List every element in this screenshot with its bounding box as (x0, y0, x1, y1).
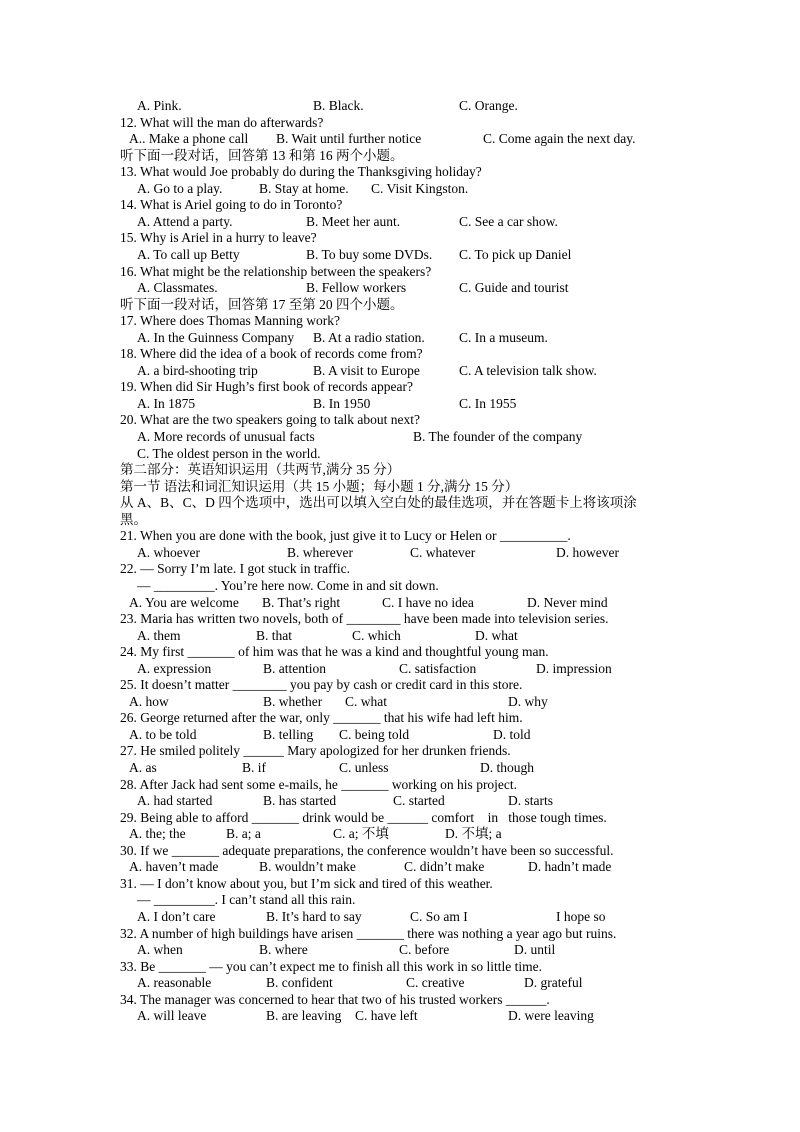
section-2-part-1-heading-seg-0: 第一节 语法和词汇知识运用（共 15 小题；每小题 1 分,满分 15 分） (120, 478, 519, 494)
options-q31-seg-3: I hope so (556, 908, 606, 924)
options-q17 (0, 329, 800, 346)
question-21 (0, 527, 800, 544)
question-28 (0, 776, 800, 793)
question-32-seg-0: 32. A number of high buildings have arisen _______ there was nothing a year ago but ruins. (120, 925, 617, 941)
options-q12-seg-1: B. Wait until further notice (276, 131, 422, 147)
options-q15-seg-0: A. To call up Betty (137, 246, 240, 262)
options-q34-seg-0: A. will leave (137, 1008, 207, 1024)
options-q19-seg-2: C. In 1955 (459, 395, 517, 411)
question-22-seg-0: 22. — Sorry I’m late. I got stuck in traffic. (120, 561, 350, 577)
question-31 (0, 875, 800, 892)
options-q25-seg-2: C. what (345, 693, 387, 709)
options-q34-seg-1: B. are leaving (266, 1008, 342, 1024)
question-25 (0, 676, 800, 693)
options-q20-row1 (0, 428, 800, 445)
options-q19 (0, 395, 800, 412)
question-23-seg-0: 23. Maria has written two novels, both of ________ have been made into television series. (120, 611, 609, 627)
listening-instruction-1 (0, 147, 800, 164)
options-q26-seg-0: A. to be told (129, 726, 197, 742)
options-q26-seg-3: D. told (493, 726, 531, 742)
options-q14 (0, 213, 800, 230)
options-q18-seg-1: B. A visit to Europe (313, 362, 420, 378)
question-33 (0, 958, 800, 975)
options-q16-seg-0: A. Classmates. (137, 280, 218, 296)
options-q22-seg-1: B. That’s right (262, 594, 341, 610)
options-q20-row1-seg-0: A. More records of unusual facts (137, 429, 315, 444)
options-q15-seg-1: B. To buy some DVDs. (306, 246, 433, 262)
options-q20-row1-seg-1: B. The founder of the company (413, 429, 583, 444)
question-15 (0, 229, 800, 246)
options-q32-seg-2: C. before (399, 942, 450, 958)
options-q24-seg-3: D. impression (536, 660, 612, 676)
options-q23 (0, 627, 800, 644)
options-q16-seg-2: C. Guide and tourist (459, 280, 569, 296)
options-q21-seg-1: B. wherever (287, 544, 353, 560)
options-q29-seg-3: D. 不填; a (445, 826, 502, 842)
options-q20-row2-seg-0: C. The oldest person in the world. (137, 445, 321, 461)
question-22-reply-seg-0: — _________. You’re here now. Come in and sit down. (137, 577, 439, 593)
instruction-line-1-seg-0: 从 A、B、C、D 四个选项中，选出可以填入空白处的最佳选项，并在答题卡上将该项涂 (120, 495, 637, 511)
question-31-reply (0, 891, 800, 908)
question-13 (0, 163, 800, 180)
options-q28-seg-3: D. starts (508, 793, 553, 809)
options-q15-seg-2: C. To pick up Daniel (459, 246, 572, 262)
options-q13-seg-1: B. Stay at home. (259, 180, 349, 196)
question-29-seg-0: 29. Being able to afford _______ drink would be ______ comfort in those tough times. (120, 809, 607, 825)
options-q33-seg-2: C. creative (406, 975, 465, 991)
options-q30-seg-1: B. wouldn’t make (259, 859, 356, 875)
question-25-seg-0: 25. It doesn’t matter ________ you pay by cash or credit card in this store. (120, 677, 523, 693)
options-q26-seg-1: B. telling (263, 726, 314, 742)
options-q13-seg-0: A. Go to a play. (137, 180, 223, 196)
question-15-seg-0: 15. Why is Ariel in a hurry to leave? (120, 230, 317, 246)
options-q27-seg-0: A. as (129, 760, 157, 775)
options-q22-seg-2: C. I have no idea (382, 594, 474, 610)
question-22 (0, 560, 800, 577)
question-28-seg-0: 28. After Jack had sent some e-mails, he _______ working on his project. (120, 776, 518, 792)
section-2-heading (0, 461, 800, 478)
options-q16-seg-1: B. Fellow workers (306, 280, 407, 296)
question-24-seg-0: 24. My first _______ of him was that he was a kind and thoughtful young man. (120, 644, 549, 660)
options-q31-seg-2: C. So am I (410, 908, 468, 924)
question-23 (0, 610, 800, 627)
section-2-heading-seg-0: 第二部分：英语知识运用（共两节,满分 35 分） (120, 462, 401, 478)
question-12 (0, 114, 800, 131)
options-q32-seg-3: D. until (514, 942, 556, 958)
options-q30-seg-3: D. hadn’t made (528, 859, 612, 875)
question-21-seg-0: 21. When you are done with the book, just give it to Lucy or Helen or __________. (120, 528, 571, 544)
options-q12-seg-2: C. Come again the next day. (483, 131, 636, 147)
question-14 (0, 196, 800, 213)
question-14-seg-0: 14. What is Ariel going to do in Toronto? (120, 197, 343, 213)
question-34-seg-0: 34. The manager was concerned to hear that two of his trusted workers ______. (120, 991, 550, 1007)
options-q27 (0, 759, 800, 776)
options-q33-seg-3: D. grateful (524, 975, 583, 991)
options-q24-seg-1: B. attention (263, 660, 326, 676)
options-q14-seg-1: B. Meet her aunt. (306, 213, 401, 229)
options-q23-seg-3: D. what (475, 627, 518, 643)
options-q17-seg-2: C. In a museum. (459, 329, 548, 345)
question-34 (0, 991, 800, 1008)
question-13-seg-0: 13. What would Joe probably do during the Thanksgiving holiday? (120, 164, 482, 180)
options-q14-seg-2: C. See a car show. (459, 213, 558, 229)
instruction-line-1 (0, 494, 800, 511)
options-q11-seg-1: B. Black. (313, 98, 364, 113)
instruction-line-2 (0, 511, 800, 528)
options-q27-seg-3: D. though (480, 760, 534, 775)
instruction-line-2-seg-0: 黑。 (120, 511, 147, 527)
question-27 (0, 742, 800, 759)
options-q11-seg-2: C. Orange. (459, 98, 518, 113)
options-q33-seg-1: B. confident (266, 975, 333, 991)
options-q21-seg-0: A. whoever (137, 544, 200, 560)
question-30-seg-0: 30. If we _______ adequate preparations, the conference wouldn’t have been so successful. (120, 842, 614, 858)
question-18 (0, 345, 800, 362)
listening-instruction-2-seg-0: 听下面一段对话，回答第 17 至第 20 四个小题。 (120, 296, 404, 312)
options-q13 (0, 180, 800, 197)
options-q32-seg-1: B. where (259, 942, 308, 958)
options-q28 (0, 792, 800, 809)
question-33-seg-0: 33. Be _______ — you can’t expect me to finish all this work in so little time. (120, 958, 542, 974)
options-q15 (0, 246, 800, 263)
options-q11-seg-0: A. Pink. (137, 98, 182, 113)
options-q23-seg-1: B. that (256, 627, 292, 643)
question-17 (0, 312, 800, 329)
options-q25-seg-1: B. whether (263, 693, 323, 709)
options-q25-seg-3: D. why (508, 693, 548, 709)
options-q30-seg-2: C. didn’t make (404, 859, 485, 875)
options-q14-seg-0: A. Attend a party. (137, 213, 233, 229)
options-q28-seg-0: A. had started (137, 793, 213, 809)
options-q25 (0, 693, 800, 710)
options-q24-seg-2: C. satisfaction (399, 660, 477, 676)
question-18-seg-0: 18. Where did the idea of a book of records come from? (120, 346, 423, 362)
question-20 (0, 411, 800, 428)
question-27-seg-0: 27. He smiled politely ______ Mary apologized for her drunken friends. (120, 743, 511, 759)
options-q32-seg-0: A. when (137, 942, 183, 958)
options-q27-seg-1: B. if (242, 760, 267, 775)
question-16-seg-0: 16. What might be the relationship between the speakers? (120, 263, 432, 279)
question-12-seg-0: 12. What will the man do afterwards? (120, 114, 324, 130)
options-q12 (0, 130, 800, 147)
options-q25-seg-0: A. how (129, 693, 169, 709)
question-22-reply (0, 577, 800, 594)
options-q34-seg-2: C. have left (355, 1008, 418, 1024)
question-31-reply-seg-0: — _________. I can’t stand all this rain. (137, 892, 356, 908)
options-q21-seg-2: C. whatever (410, 544, 476, 560)
options-q18-seg-2: C. A television talk show. (459, 362, 597, 378)
options-q20-row2 (0, 445, 800, 462)
options-q29 (0, 825, 800, 842)
question-26-seg-0: 26. George returned after the war, only _______ that his wife had left him. (120, 710, 523, 726)
options-q19-seg-0: A. In 1875 (137, 395, 196, 411)
question-29 (0, 809, 800, 826)
options-q24 (0, 660, 800, 677)
options-q30 (0, 858, 800, 875)
options-q17-seg-0: A. In the Guinness Company (137, 329, 295, 345)
listening-instruction-2 (0, 296, 800, 313)
question-26 (0, 709, 800, 726)
options-q33 (0, 974, 800, 991)
options-q24-seg-0: A. expression (137, 660, 212, 676)
options-q17-seg-1: B. At a radio station. (313, 329, 425, 345)
options-q21-seg-3: D. however (556, 544, 619, 560)
options-q29-seg-2: C. a; 不填 (333, 826, 389, 842)
question-24 (0, 643, 800, 660)
options-q18 (0, 362, 800, 379)
options-q27-seg-2: C. unless (339, 760, 389, 775)
options-q19-seg-1: B. In 1950 (313, 395, 371, 411)
options-q26-seg-2: C. being told (339, 726, 410, 742)
question-31-seg-0: 31. — I don’t know about you, but I’m sick and tired of this weather. (120, 875, 493, 891)
options-q28-seg-1: B. has started (263, 793, 337, 809)
options-q22 (0, 594, 800, 611)
options-q18-seg-0: A. a bird-shooting trip (137, 362, 258, 378)
options-q21 (0, 544, 800, 561)
options-q30-seg-0: A. haven’t made (129, 859, 219, 875)
options-q32 (0, 941, 800, 958)
options-q33-seg-0: A. reasonable (137, 975, 212, 991)
options-q23-seg-0: A. them (137, 627, 181, 643)
listening-instruction-1-seg-0: 听下面一段对话，回答第 13 和第 16 两个小题。 (120, 147, 404, 163)
options-q28-seg-2: C. started (393, 793, 445, 809)
question-30 (0, 842, 800, 859)
options-q31-seg-0: A. I don’t care (137, 908, 216, 924)
options-q34 (0, 1007, 800, 1024)
options-q31-seg-1: B. It’s hard to say (266, 908, 362, 924)
options-q22-seg-3: D. Never mind (527, 594, 608, 610)
question-20-seg-0: 20. What are the two speakers going to talk about next? (120, 412, 421, 428)
question-19-seg-0: 19. When did Sir Hugh’s first book of records appear? (120, 379, 413, 395)
options-q11 (0, 97, 800, 114)
options-q22-seg-0: A. You are welcome (129, 594, 239, 610)
options-q23-seg-2: C. which (352, 627, 401, 643)
options-q16 (0, 279, 800, 296)
question-19 (0, 378, 800, 395)
options-q26 (0, 726, 800, 743)
options-q34-seg-3: D. were leaving (508, 1008, 594, 1024)
options-q13-seg-2: C. Visit Kingston. (371, 180, 469, 196)
options-q31 (0, 908, 800, 925)
question-16 (0, 263, 800, 280)
question-17-seg-0: 17. Where does Thomas Manning work? (120, 313, 340, 329)
options-q29-seg-0: A. the; the (129, 826, 186, 842)
options-q12-seg-0: A.. Make a phone call (129, 131, 249, 147)
options-q29-seg-1: B. a; a (226, 826, 261, 842)
question-32 (0, 925, 800, 942)
section-2-part-1-heading (0, 478, 800, 495)
